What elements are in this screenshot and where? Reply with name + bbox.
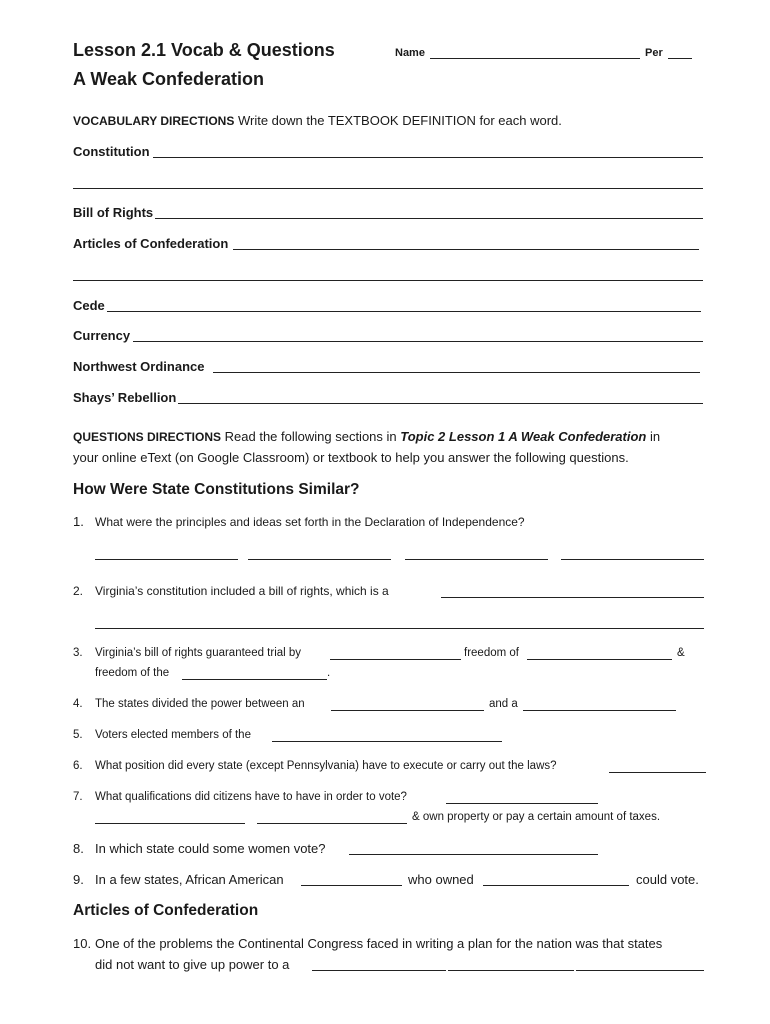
questions-directions-line2: your online eText (on Google Classroom) or textbook to help you answer the following questions. (73, 450, 629, 465)
shays-answer-line[interactable] (178, 403, 703, 404)
q1-answer-4[interactable] (561, 559, 704, 560)
q4-text-a: The states divided the power between an (95, 698, 305, 710)
q9-blank-2[interactable] (483, 885, 629, 886)
q3-text-a: Virginia’s bill of rights guaranteed trial by (95, 647, 302, 659)
q3-trial-blank[interactable] (330, 659, 461, 660)
vocab-directions-label: VOCABULARY DIRECTIONS (73, 114, 235, 128)
q3-text-d: freedom of the (95, 667, 170, 679)
q4-blank-2[interactable] (523, 710, 676, 711)
q1-text: What were the principles and ideas set forth in the Declaration of Independence? (95, 515, 525, 529)
constitution-answer-line-2[interactable] (73, 188, 703, 189)
q9-text-b: who owned (408, 872, 474, 887)
q7-blank-2[interactable] (95, 823, 245, 824)
q9-text-a: In a few states, African American (95, 872, 284, 887)
q9-text-c: could vote. (636, 872, 699, 887)
vocab-term-bill-of-rights: Bill of Rights (73, 205, 154, 220)
name-field[interactable] (430, 58, 640, 59)
q10-blank-3[interactable] (576, 970, 704, 971)
q10-text-b: did not want to give up power to a (95, 957, 290, 972)
q5-blank[interactable] (272, 741, 502, 742)
q4-text-b: and a (489, 698, 518, 710)
q1-answer-3[interactable] (405, 559, 548, 560)
vocab-directions-text: Write down the TEXTBOOK DEFINITION for each word. (237, 113, 562, 128)
vocab-term-northwest: Northwest Ordinance (73, 359, 205, 374)
q4-blank-1[interactable] (331, 710, 484, 711)
vocab-term-constitution: Constitution (73, 144, 150, 159)
currency-answer-line[interactable] (133, 341, 703, 342)
q1-answer-2[interactable] (248, 559, 391, 560)
q1-answer-1[interactable] (95, 559, 238, 560)
q6-blank[interactable] (609, 772, 706, 773)
articles-answer-line-2[interactable] (73, 280, 703, 281)
questions-directions-source: Topic 2 Lesson 1 A Weak Confederation (400, 429, 647, 444)
lesson-subtitle: A Weak Confederation (73, 69, 265, 89)
q3-freedom-of-the-blank[interactable] (182, 679, 327, 680)
section-heading-state-constitutions: How Were State Constitutions Similar? (73, 481, 360, 498)
per-field[interactable] (668, 58, 692, 59)
section-heading-articles: Articles of Confederation (73, 902, 259, 919)
q7-text-b: & own property or pay a certain amount of taxes. (412, 811, 661, 823)
questions-directions-label: QUESTIONS DIRECTIONS (73, 430, 222, 444)
vocab-directions (73, 113, 562, 128)
q7-blank-1[interactable] (446, 803, 598, 804)
cede-answer-line[interactable] (107, 311, 701, 312)
q9-blank-1[interactable] (301, 885, 402, 886)
q7-number: 7. (73, 791, 83, 803)
q1-number: 1. (73, 514, 84, 529)
vocab-term-shays: Shays’ Rebellion (73, 390, 177, 405)
q6-text: What position did every state (except Pennsylvania) have to execute or carry out the laws? (95, 760, 557, 772)
q8-blank[interactable] (349, 854, 598, 855)
q10-blank-1[interactable] (312, 970, 446, 971)
vocab-term-articles: Articles of Confederation (73, 236, 229, 251)
q3-number: 3. (73, 647, 83, 659)
q7-text: What qualifications did citizens have to have in order to vote? (95, 791, 407, 803)
q7-blank-3[interactable] (257, 823, 407, 824)
per-label: Per (645, 47, 663, 59)
vocab-term-currency: Currency (73, 328, 131, 343)
q3-text-c: & (677, 647, 685, 659)
vocab-term-cede: Cede (73, 298, 105, 313)
questions-directions-post: in (649, 429, 661, 444)
questions-directions-pre: Read the following sections in (224, 429, 397, 444)
lesson-title: Lesson 2.1 Vocab & Questions (73, 40, 335, 60)
q3-text-b: freedom of (464, 647, 519, 659)
articles-answer-line[interactable] (233, 249, 699, 250)
q3-freedom-blank[interactable] (527, 659, 672, 660)
q10-number: 10. (73, 936, 92, 951)
q10-text-a: One of the problems the Continental Congress faced in writing a plan for the nation was that states (95, 936, 663, 951)
q8-number: 8. (73, 841, 84, 856)
q6-number: 6. (73, 760, 83, 772)
bill-of-rights-answer-line[interactable] (155, 218, 703, 219)
constitution-answer-line[interactable] (153, 157, 703, 158)
name-label: Name (395, 47, 425, 59)
q3-text-e: . (327, 667, 331, 679)
q5-number: 5. (73, 729, 83, 741)
northwest-answer-line[interactable] (213, 372, 700, 373)
q8-text: In which state could some women vote? (95, 841, 326, 856)
q2-text: Virginia’s constitution included a bill of rights, which is a (95, 584, 389, 598)
questions-directions (73, 429, 660, 444)
q2-answer-line[interactable] (441, 597, 704, 598)
q4-number: 4. (73, 698, 83, 710)
q9-number: 9. (73, 872, 84, 887)
q2-answer-line-2[interactable] (95, 628, 704, 629)
q10-blank-2[interactable] (448, 970, 574, 971)
q5-text: Voters elected members of the (95, 729, 251, 741)
q2-number: 2. (73, 584, 84, 598)
